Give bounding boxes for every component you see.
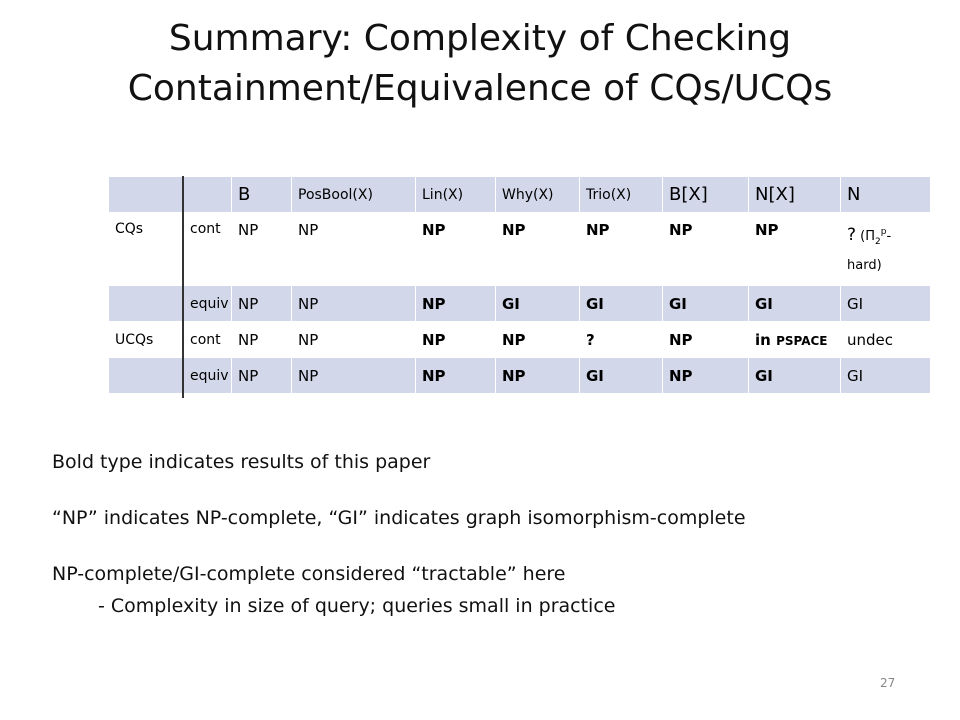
table-cell: NP — [663, 213, 749, 286]
row-group-label — [109, 286, 184, 322]
complexity-table — [108, 176, 931, 394]
page-number: 27 — [880, 676, 896, 690]
table-cell: NP — [496, 213, 580, 286]
table-cell: GI — [496, 286, 580, 322]
row-group-label: UCQs — [109, 322, 184, 358]
table-cell-in-pspace: in PSPACE — [749, 322, 841, 358]
table-cell: undec — [841, 322, 931, 358]
note-bold-type: Bold type indicates results of this paper — [52, 451, 431, 473]
header-cell-empty-2 — [184, 177, 232, 213]
table-cell: NP — [232, 358, 292, 394]
header-cell-empty-1 — [109, 177, 184, 213]
table-cell: GI — [580, 358, 663, 394]
table-cell: GI — [663, 286, 749, 322]
table-cell: GI — [749, 358, 841, 394]
table-row — [109, 322, 931, 358]
note-tractable: NP-complete/GI-complete considered “tractable” here — [52, 563, 566, 585]
notes-block — [52, 446, 932, 622]
table-row — [109, 358, 931, 394]
table-cell: NP — [580, 213, 663, 286]
header-posbool: PosBool(X) — [292, 177, 416, 213]
table-cell: NP — [663, 322, 749, 358]
header-why: Why(X) — [496, 177, 580, 213]
title-line-1: Summary: Complexity of Checking — [168, 18, 792, 59]
table-cell: GI — [749, 286, 841, 322]
table-cell: NP — [416, 322, 496, 358]
table-cell: NP — [292, 358, 416, 394]
table-cell: NP — [416, 358, 496, 394]
table-cell: NP — [416, 286, 496, 322]
header-trio: Trio(X) — [580, 177, 663, 213]
table-cell: NP — [663, 358, 749, 394]
note-complexity-size: - Complexity in size of query; queries small in practice — [98, 595, 616, 617]
row-group-label: CQs — [109, 213, 184, 286]
header-lin: Lin(X) — [416, 177, 496, 213]
table-cell: NP — [496, 322, 580, 358]
title-line-2: Containment/Equivalence of CQs/UCQs — [127, 68, 833, 109]
header-nx: N[X] — [749, 177, 841, 213]
row-op-label: equiv — [184, 286, 232, 322]
table-cell-open-question: ? ($\Pi_2^p-$ hard) — [841, 213, 931, 286]
table-cell: NP — [292, 322, 416, 358]
row-group-label — [109, 358, 184, 394]
table-cell: NP — [232, 213, 292, 286]
table-cell: NP — [292, 286, 416, 322]
table-cell: ? — [580, 322, 663, 358]
table-row — [109, 213, 931, 286]
header-bx: B[X] — [663, 177, 749, 213]
table-cell: GI — [841, 286, 931, 322]
table-cell: NP — [232, 286, 292, 322]
header-b: B — [232, 177, 292, 213]
row-op-label: equiv — [184, 358, 232, 394]
table-cell: GI — [841, 358, 931, 394]
row-op-label: cont — [184, 213, 232, 286]
note-np-gi-meaning: “NP” indicates NP-complete, “GI” indicates graph isomorphism-complete — [52, 507, 746, 529]
slide-title — [0, 14, 960, 114]
table-row — [109, 286, 931, 322]
table-cell: NP — [232, 322, 292, 358]
table-cell: GI — [580, 286, 663, 322]
header-row — [109, 177, 931, 213]
table-cell: NP — [416, 213, 496, 286]
header-n: N — [841, 177, 931, 213]
table-cell: NP — [496, 358, 580, 394]
row-op-label: cont — [184, 322, 232, 358]
table-cell: NP — [749, 213, 841, 286]
table-cell: NP — [292, 213, 416, 286]
table-divider-line — [182, 176, 184, 398]
